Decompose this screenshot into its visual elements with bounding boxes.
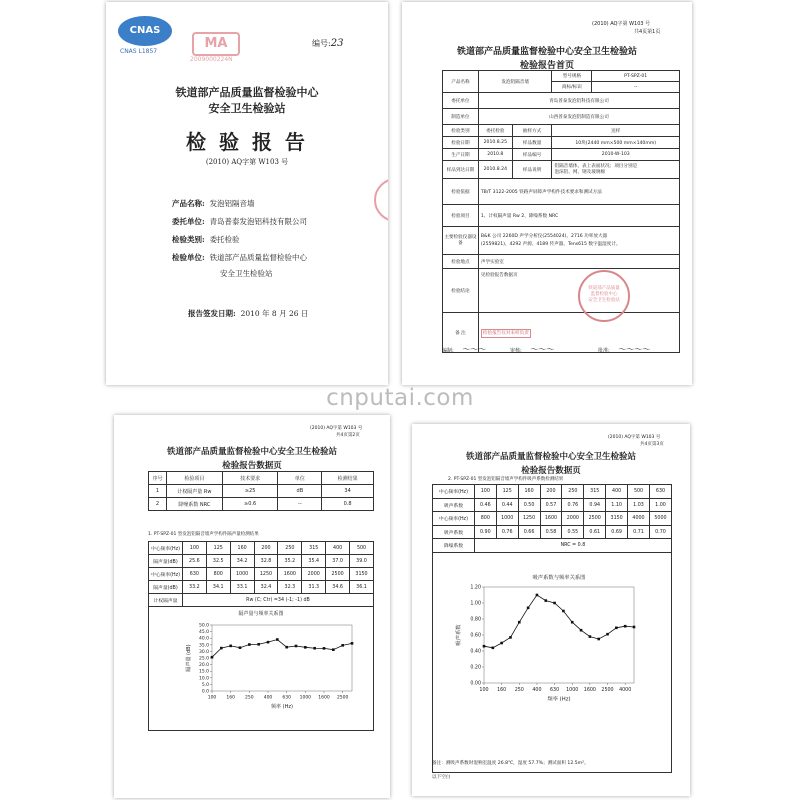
y-tick-label: 0.80 xyxy=(470,617,481,623)
ab-value-cell: 1.10 xyxy=(606,499,628,512)
page-number: 共4页第1页 xyxy=(634,29,661,35)
table-caption: 2. PT-SPZ-01 型发泡铝隔音墙声学构件吸声系数检测结果 xyxy=(448,477,564,482)
y-tick-label: 0.60 xyxy=(470,633,481,639)
data-point xyxy=(220,647,223,650)
data-point xyxy=(518,621,521,624)
y-tick-label: 0.20 xyxy=(470,665,481,671)
ab-value-cell: 0.44 xyxy=(496,499,518,512)
tl-value-cell: 36.1 xyxy=(350,581,374,594)
data-point xyxy=(492,647,495,650)
ab-freq-cell: 630 xyxy=(649,485,671,499)
data-page-2 xyxy=(412,424,690,796)
x-tick-label: 2500 xyxy=(601,687,614,693)
data-point xyxy=(267,641,270,644)
data-point xyxy=(351,642,354,645)
x-tick-label: 1600 xyxy=(318,695,330,701)
y-tick-label: 25.0 xyxy=(198,656,209,662)
page-report-no: (2010) AQ字第 W103 号 xyxy=(592,21,651,27)
data-point xyxy=(276,638,279,641)
data-point xyxy=(615,627,618,630)
y-tick-label: 0.00 xyxy=(470,681,481,687)
official-seal: 铁道部产品质量 监督检验中心 安全卫生检验站 xyxy=(578,270,630,322)
page-report-no: (2010) AQ字第 W103 号 xyxy=(310,426,363,431)
ab-value-cell: 0.76 xyxy=(562,499,584,512)
data-point xyxy=(295,645,298,648)
prepare-signature: 编制: 〜〜〜 xyxy=(442,345,486,354)
tl-freq-cell: 2500 xyxy=(326,568,350,581)
x-tick-label: 1000 xyxy=(299,695,312,701)
data-point xyxy=(624,625,627,628)
ab-freq-cell: 160 xyxy=(518,485,540,499)
tl-freq-cell: 400 xyxy=(326,542,350,555)
tl-value-cell: 25.6 xyxy=(182,555,206,568)
ab-value-cell: 0.69 xyxy=(606,526,628,539)
tl-value-cell: 32.3 xyxy=(278,581,302,594)
absorption-chart xyxy=(434,555,672,755)
ab-freq-cell: 1250 xyxy=(518,512,540,526)
data-point xyxy=(527,607,530,610)
x-axis-label: 频率 (Hz) xyxy=(547,696,571,703)
cover-field-type: 检验类别: 委托检验 xyxy=(172,235,240,244)
x-tick-label: 160 xyxy=(226,695,235,701)
tl-freq-cell: 500 xyxy=(350,542,374,555)
x-tick-label: 250 xyxy=(514,687,524,693)
ab-freq-cell: 400 xyxy=(606,485,628,499)
cma-number: 2009000224N xyxy=(190,56,233,63)
ab-value-cell: 0.50 xyxy=(518,499,540,512)
table-caption: 1. PT-SPZ-01 型发泡铝隔音墙声学构件隔声量检测结果 xyxy=(148,532,259,537)
data-point xyxy=(580,629,583,632)
cover-field-client: 委托单位: 青岛普泰发泡铝科技有限公司 xyxy=(172,217,308,226)
y-tick-label: 45.0 xyxy=(198,630,209,636)
cma-logo: MA xyxy=(192,32,240,56)
y-tick-label: 15.0 xyxy=(198,669,209,675)
x-tick-label: 160 xyxy=(497,687,507,693)
summary-table: 序号 检验项目 技术要求 单位 检测结果 1 计权隔声量 Rw ≥25 dB 34 2 降噪系数 NRC ≥0.6 -- 0.8 xyxy=(148,471,374,511)
data-point xyxy=(229,645,232,648)
data-point xyxy=(633,626,636,629)
ab-freq-cell: 250 xyxy=(562,485,584,499)
chart-title: 吸声系数与频率关系图 xyxy=(532,575,586,581)
data-point xyxy=(483,645,486,648)
ab-freq-cell: 125 xyxy=(496,485,518,499)
x-tick-label: 1000 xyxy=(566,687,579,693)
y-tick-label: 5.0 xyxy=(201,682,209,688)
ab-freq-cell: 5000 xyxy=(649,512,671,526)
data-point xyxy=(509,636,512,639)
page-report-no: (2010) AQ字第 W103 号 xyxy=(608,435,661,440)
cnas-logo: CNAS xyxy=(118,16,172,46)
page-number: 共4页第3页 xyxy=(640,442,664,447)
plot-area xyxy=(484,587,634,683)
plot-area xyxy=(212,625,352,691)
first-page xyxy=(402,2,692,385)
data-point xyxy=(323,647,326,650)
page-title: 铁道部产品质量监督检验中心安全卫生检验站 xyxy=(456,47,637,57)
x-tick-label: 630 xyxy=(282,695,291,701)
data-point xyxy=(562,610,565,613)
y-tick-label: 0.40 xyxy=(470,649,481,655)
data-point xyxy=(341,644,344,647)
data-point xyxy=(248,643,251,646)
tl-value-cell: 34.1 xyxy=(206,581,230,594)
data-point xyxy=(606,633,609,636)
data-point xyxy=(597,638,600,641)
ab-value-cell: 1.03 xyxy=(628,499,650,512)
ab-value-cell: 0.66 xyxy=(518,526,540,539)
ab-freq-cell: 1600 xyxy=(540,512,562,526)
x-tick-label: 2500 xyxy=(336,695,349,701)
ab-value-cell: 0.70 xyxy=(649,526,671,539)
tl-value-cell: 35.4 xyxy=(302,555,326,568)
ab-freq-cell: 315 xyxy=(584,485,606,499)
data-point xyxy=(571,621,574,624)
tl-freq-cell: 1600 xyxy=(278,568,302,581)
cover-field-product: 产品名称: 发泡铝隔音墙 xyxy=(172,199,255,208)
ab-freq-cell: 500 xyxy=(628,485,650,499)
ab-value-cell: 0.76 xyxy=(496,526,518,539)
report-number: (2010) AQ字第 W103 号 xyxy=(205,158,289,166)
y-tick-label: 0.0 xyxy=(201,689,209,695)
cover-field-unit-sub: 安全卫生检验站 xyxy=(220,269,273,278)
data-point xyxy=(239,646,242,649)
tl-freq-cell: 250 xyxy=(278,542,302,555)
ab-value-cell: 0.55 xyxy=(562,526,584,539)
first-page-table: 产品名称 发泡铝隔音墙 型号规格 PT-SPZ-01 商标/标识 -- 委托单位 青岛普泰发泡铝科技有限公司 制造单位 山西普泰发泡铝制造有限公司 检验类别 委托检验 抽样方式 送样 检验日期 2010.8.25 样品数量 10块(2440 mm×500 mm×140mm) 生产日期 2010.8 样品编号 2010-W-103 样品到达日期 2010.8.24 样品说明 铝隔音墙体，表上表面状况；项目分别是 泡沫铝、网、钢及玻璃棉 检验依据 TB/T 3122-2005 铁路声屏障声学构件技术要求和测试方法 检验项目 1、计权隔声量 Rw 2、降噪系数 NRC 主要检验仪器设备 B&K 公司 2260D 声学分析仪(2554024)、2716 功率放大器 (2559821)、4292 声源、4189 传声器、Tens615 数字温湿度计。 检验地点 声学实验室 检验结论 见检验报告数据页 备 注 检验报告仅对来样负责 xyxy=(442,70,680,353)
data-point xyxy=(304,646,307,649)
ab-value-cell: 1.00 xyxy=(649,499,671,512)
ab-freq-cell: 1000 xyxy=(496,512,518,526)
y-tick-label: 1.20 xyxy=(470,585,481,591)
cnas-sub: CNAS L1857 xyxy=(120,48,158,55)
seal-fragment xyxy=(374,178,388,222)
y-tick-label: 1.00 xyxy=(470,601,481,607)
data-point xyxy=(536,594,539,597)
y-tick-label: 10.0 xyxy=(198,676,209,682)
watermark: cnputai.com xyxy=(326,385,474,411)
x-tick-label: 4000 xyxy=(619,687,632,693)
tl-value-cell: 32.8 xyxy=(254,555,278,568)
data-point xyxy=(553,602,556,605)
tl-value-cell: 35.2 xyxy=(278,555,302,568)
ab-freq-cell: 200 xyxy=(540,485,562,499)
y-axis-label: 吸声系数 xyxy=(456,624,462,646)
y-tick-label: 20.0 xyxy=(198,663,209,669)
review-signature: 审核: 〜〜〜 xyxy=(510,345,554,354)
tl-value-cell: 33.1 xyxy=(230,581,254,594)
ab-value-cell: 0.58 xyxy=(540,526,562,539)
absorption-table: 中心频率(Hz) 100 125 160 200 250 315 400 500 630 吸声系数 0.46 0.44 0.50 0.57 0.76 0.94 1.10 1.03 1.00 中心频率(Hz) 800 1000 1250 1600 2000 2500 3150 4000 5000 吸声系数 0.90 0.76 0.66 0.58 0.55 0.61 0.69 0.71 0.70 降噪系数 NRC = 0.8 0.00 0.20 0.40 0.60 0.80 1.00 1.20 100 160 250 400 630 1000 1600 2500 4000 频率 (Hz) 吸声系数 吸声系数与频率关系图 xyxy=(432,484,672,773)
ab-freq-cell: 100 xyxy=(474,485,496,499)
ab-freq-cell: 2000 xyxy=(562,512,584,526)
report-title: 检 验 报 告 xyxy=(186,130,308,154)
y-tick-label: 50.0 xyxy=(198,623,209,629)
x-axis-label: 频率 (Hz) xyxy=(271,704,293,710)
tl-value-cell: 34.6 xyxy=(326,581,350,594)
ab-value-cell: 0.57 xyxy=(540,499,562,512)
tl-freq-cell: 200 xyxy=(254,542,278,555)
data-point xyxy=(257,643,260,646)
tl-value-cell: 32.4 xyxy=(254,581,278,594)
data-point xyxy=(544,599,547,602)
org-name: 铁道部产品质量监督检验中心 xyxy=(175,86,319,99)
tl-freq-cell: 160 xyxy=(230,542,254,555)
page-title: 铁道部产品质量监督检验中心安全卫生检验站 xyxy=(465,452,636,462)
tl-freq-cell: 800 xyxy=(206,568,230,581)
x-tick-label: 250 xyxy=(245,695,254,701)
data-point xyxy=(589,635,592,638)
tl-value-cell: 31.3 xyxy=(302,581,326,594)
page-subtitle: 检验报告数据页 xyxy=(222,461,282,471)
ab-value-cell: 0.71 xyxy=(628,526,650,539)
tl-freq-cell: 1000 xyxy=(230,568,254,581)
tl-freq-cell: 630 xyxy=(182,568,206,581)
page-title: 铁道部产品质量监督检验中心安全卫生检验站 xyxy=(166,447,337,457)
y-tick-label: 30.0 xyxy=(198,649,209,655)
ab-value-cell: 0.61 xyxy=(584,526,606,539)
issue-date: 报告签发日期: 2010 年 8 月 26 日 xyxy=(188,309,309,318)
x-tick-label: 100 xyxy=(479,687,489,693)
tl-value-cell: 34.2 xyxy=(230,555,254,568)
tl-freq-cell: 1250 xyxy=(254,568,278,581)
y-axis-label: 隔声量 (dB) xyxy=(186,644,192,672)
test-note: 备注：测吸声系数时混响室温度 26.8℃，湿度 57.7%；测试面积 12.5m²。 xyxy=(432,761,589,766)
serial-number: 编号:23 xyxy=(312,38,344,49)
tl-freq-cell: 125 xyxy=(206,542,230,555)
approve-signature: 批准: 〜〜〜〜 xyxy=(598,345,650,354)
ab-freq-cell: 800 xyxy=(474,512,496,526)
data-point xyxy=(313,647,316,650)
x-tick-label: 400 xyxy=(263,695,273,701)
ab-value-cell: 0.90 xyxy=(474,526,496,539)
tl-freq-cell: 2000 xyxy=(302,568,326,581)
ab-freq-cell: 2500 xyxy=(584,512,606,526)
chart-title: 隔声量与频率关系图 xyxy=(238,611,284,617)
tl-freq-cell: 315 xyxy=(302,542,326,555)
tl-value-cell: 33.2 xyxy=(182,581,206,594)
x-tick-label: 1600 xyxy=(583,687,596,693)
org-name-sub: 安全卫生检验站 xyxy=(208,102,286,115)
transmission-loss-table: 中心频率(Hz) 100 125 160 200 250 315 400 500 隔声量(dB) 25.6 32.5 34.2 32.8 35.2 35.4 37.0 39.0 中心频率(Hz) 630 800 1000 1250 1600 2000 2500 3150 隔声量(dB) 33.2 34.1 33.1 32.4 32.3 31.3 34.6 36.1 计权隔声量 Rw (C; Ctr) =34 (-1; -1) dB 隔声量与频率关系图 0.0 5.0 10.0 15.0 20.0 25.0 30.0 35.0 40.0 45.0 50.0 100 160 250 400 630 1000 1600 2500 频率 (Hz) 隔声量 (dB) xyxy=(148,541,374,731)
data-point xyxy=(500,642,503,645)
ab-value-cell: 0.94 xyxy=(584,499,606,512)
tl-value-cell: 39.0 xyxy=(350,555,374,568)
cover-field-unit: 检验单位: 铁道部产品质量监督检验中心 xyxy=(172,253,308,262)
page-subtitle: 检验报告数据页 xyxy=(521,466,581,476)
cover-page xyxy=(106,2,388,385)
y-tick-label: 40.0 xyxy=(198,636,209,642)
tl-value-cell: 37.0 xyxy=(326,555,350,568)
x-tick-label: 100 xyxy=(207,695,217,701)
tl-freq-cell: 3150 xyxy=(350,568,374,581)
ab-freq-cell: 3150 xyxy=(606,512,628,526)
ab-freq-cell: 4000 xyxy=(628,512,650,526)
ab-value-cell: 0.46 xyxy=(474,499,496,512)
page-subtitle: 检验报告首页 xyxy=(519,61,574,71)
data-point xyxy=(211,656,214,659)
transmission-loss-chart xyxy=(150,617,372,729)
y-tick-label: 35.0 xyxy=(198,643,209,649)
tl-freq-cell: 100 xyxy=(182,542,206,555)
data-page-1 xyxy=(114,415,390,798)
data-point xyxy=(285,646,288,649)
x-tick-label: 630 xyxy=(550,687,560,693)
page-number: 共4页第2页 xyxy=(336,433,360,438)
x-tick-label: 400 xyxy=(532,687,542,693)
tl-value-cell: 32.5 xyxy=(206,555,230,568)
data-point xyxy=(332,648,335,651)
end-marker: 以下空白 xyxy=(432,775,451,780)
